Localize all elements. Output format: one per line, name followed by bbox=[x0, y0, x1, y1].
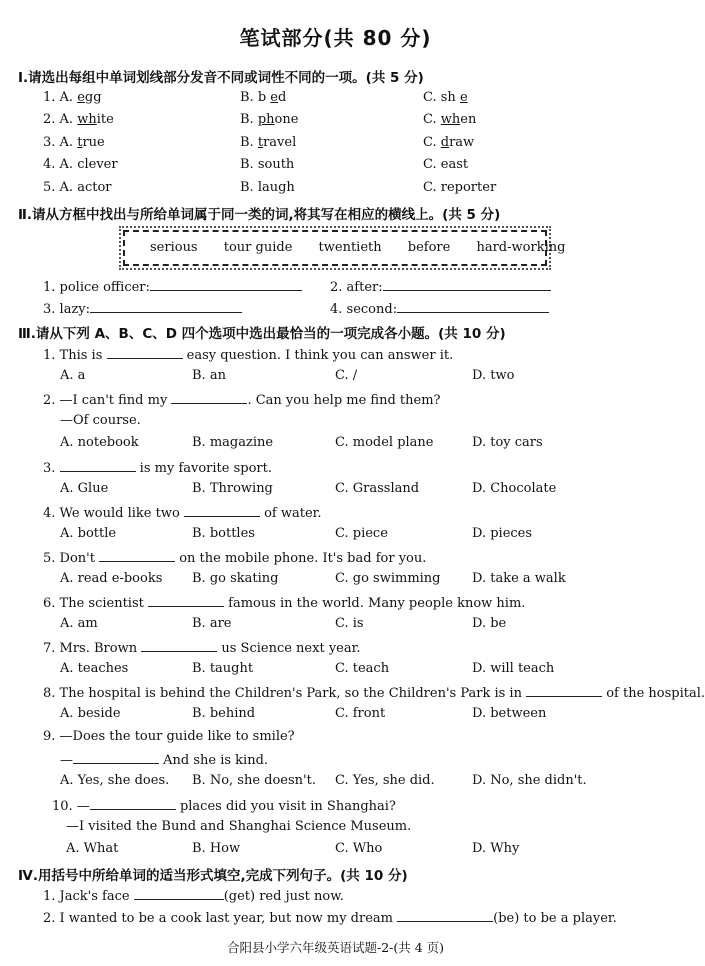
question-text: 10. — bbox=[52, 799, 90, 814]
part2-q1-label: 1. police officer: bbox=[43, 280, 150, 295]
word-rest: clever bbox=[77, 157, 118, 172]
choice-option[interactable]: B. behind bbox=[192, 706, 256, 721]
answer-blank[interactable] bbox=[141, 639, 217, 652]
question-text: 1. This is bbox=[43, 348, 107, 363]
question-text: easy question. I think you can answer it. bbox=[182, 348, 454, 363]
question-text: . Can you help me find them? bbox=[247, 393, 441, 408]
underlined-part: t bbox=[77, 135, 83, 150]
choice-option[interactable]: D. between bbox=[472, 706, 547, 721]
part3-q4-stem bbox=[43, 504, 322, 521]
word-rest: actor bbox=[77, 180, 112, 195]
word-rest: raw bbox=[449, 135, 475, 150]
choice-option[interactable]: D. take a walk bbox=[472, 571, 566, 586]
part4-q2-hint: (be) to be a player. bbox=[493, 911, 617, 926]
part1-option-b bbox=[240, 157, 294, 172]
choice-option[interactable]: C. Yes, she did. bbox=[335, 773, 435, 788]
part1-option-b bbox=[240, 180, 295, 195]
option-label: C. bbox=[423, 112, 441, 127]
part3-q2-line2 bbox=[60, 413, 141, 428]
answer-blank[interactable] bbox=[73, 751, 159, 764]
option-label: B. bbox=[240, 157, 258, 172]
choice-option[interactable]: D. pieces bbox=[472, 526, 533, 541]
option-label: B. bbox=[240, 180, 258, 195]
section-2-heading: Ⅱ.请从方框中找出与所给单词属于同一类的词,将其写在相应的横线上。(共 5 分) bbox=[18, 207, 501, 223]
choice-option[interactable]: B. magazine bbox=[192, 435, 274, 450]
question-text: —Of course. bbox=[60, 413, 141, 428]
word-box-item: twentieth bbox=[318, 240, 382, 255]
word-rest: en bbox=[460, 112, 477, 127]
choice-option[interactable]: D. Chocolate bbox=[472, 481, 557, 496]
question-text: places did you visit in Shanghai? bbox=[175, 799, 396, 814]
choice-option[interactable]: B. bottles bbox=[192, 526, 255, 541]
choice-option[interactable]: A. What bbox=[66, 841, 119, 856]
choice-option[interactable]: A. Yes, she does. bbox=[60, 773, 170, 788]
option-label: 1. A. bbox=[43, 90, 74, 105]
part1-option-c bbox=[423, 157, 468, 172]
part2-q3 bbox=[43, 300, 242, 317]
underlined-part: ph bbox=[257, 112, 275, 127]
word-rest: ite bbox=[96, 112, 114, 127]
option-label: 3. A. bbox=[43, 135, 74, 150]
choice-option[interactable]: A. notebook bbox=[60, 435, 139, 450]
part3-q10-stem bbox=[52, 797, 396, 814]
choice-option[interactable]: B. How bbox=[192, 841, 241, 856]
part2-q2-label: 2. after: bbox=[330, 280, 383, 295]
choice-option[interactable]: C. model plane bbox=[335, 435, 434, 450]
choice-option[interactable]: C. go swimming bbox=[335, 571, 441, 586]
part3-q9-line2 bbox=[60, 751, 268, 768]
option-label: B. bbox=[240, 135, 258, 150]
part1-option-c bbox=[423, 135, 474, 150]
word-rest: south bbox=[257, 157, 295, 172]
question-text: us Science next year. bbox=[217, 641, 361, 656]
part3-q10-line2 bbox=[66, 819, 411, 834]
choice-option[interactable]: D. Why bbox=[472, 841, 520, 856]
word-rest: laugh bbox=[257, 180, 295, 195]
answer-blank[interactable] bbox=[397, 909, 493, 922]
part1-option-b bbox=[240, 90, 286, 105]
option-label: C. bbox=[423, 180, 441, 195]
choice-option[interactable]: C. teach bbox=[335, 661, 390, 676]
choice-option[interactable]: A. teaches bbox=[60, 661, 129, 676]
part3-q8-stem bbox=[43, 684, 705, 701]
question-text: 5. Don't bbox=[43, 551, 100, 566]
part3-q3-stem bbox=[43, 459, 272, 476]
answer-blank[interactable] bbox=[171, 391, 247, 404]
answer-blank[interactable] bbox=[184, 504, 260, 517]
part4-q1 bbox=[43, 887, 344, 904]
part1-option-c bbox=[423, 112, 476, 127]
answer-blank[interactable] bbox=[526, 684, 602, 697]
word-box-item: serious bbox=[150, 240, 198, 255]
part1-option-c bbox=[423, 90, 468, 105]
part4-q1-text: 1. Jack's face bbox=[43, 889, 134, 904]
answer-blank[interactable] bbox=[60, 459, 136, 472]
part2-q2 bbox=[330, 278, 551, 295]
question-text: is my favorite sport. bbox=[135, 461, 272, 476]
part2-q4 bbox=[330, 300, 549, 317]
choice-option[interactable]: B. taught bbox=[192, 661, 254, 676]
option-label: C. bbox=[423, 157, 441, 172]
word-box-item: tour guide bbox=[223, 240, 293, 255]
underlined-part: wh bbox=[440, 112, 461, 127]
answer-blank[interactable] bbox=[90, 300, 242, 313]
option-label: C. sh bbox=[423, 90, 456, 105]
choice-option[interactable]: A. beside bbox=[60, 706, 121, 721]
answer-blank[interactable] bbox=[134, 887, 224, 900]
part3-q2-stem bbox=[43, 391, 441, 408]
question-text: 8. The hospital is behind the Children's Park, so the Children's Park is in bbox=[43, 686, 527, 701]
question-text: 4. We would like two bbox=[43, 506, 184, 521]
word-rest: rue bbox=[82, 135, 105, 150]
choice-option[interactable]: C. front bbox=[335, 706, 386, 721]
choice-option[interactable]: A. read e-books bbox=[60, 571, 163, 586]
part1-option-a bbox=[43, 90, 102, 105]
word-box-words bbox=[150, 240, 587, 255]
question-text: — bbox=[60, 753, 73, 768]
question-text: 9. —Does the tour guide like to smile? bbox=[43, 729, 295, 744]
choice-option[interactable]: D. will teach bbox=[472, 661, 555, 676]
word-rest: gg bbox=[84, 90, 102, 105]
answer-blank[interactable] bbox=[383, 278, 551, 291]
part1-option-a bbox=[43, 180, 112, 195]
section-3-heading: Ⅲ.请从下列 A、B、C、D 四个选项中选出最恰当的一项完成各小题。(共 10 分) bbox=[18, 326, 506, 342]
answer-blank[interactable] bbox=[150, 278, 302, 291]
part1-option-c bbox=[423, 180, 496, 195]
answer-blank[interactable] bbox=[90, 797, 176, 810]
question-text: —I visited the Bund and Shanghai Science Museum. bbox=[66, 819, 412, 834]
option-label: B. b bbox=[240, 90, 267, 105]
page-title: 笔试部分(共 80 分) bbox=[239, 26, 432, 50]
part1-option-b bbox=[240, 112, 298, 127]
part1-option-a bbox=[43, 157, 118, 172]
choice-option[interactable]: B. Throwing bbox=[192, 481, 273, 496]
section-1-heading: Ⅰ.请选出每组中单词划线部分发音不同或词性不同的一项。(共 5 分) bbox=[18, 70, 424, 86]
question-text: 7. Mrs. Brown bbox=[43, 641, 142, 656]
part3-q5-stem bbox=[43, 549, 426, 566]
part2-q3-label: 3. lazy: bbox=[43, 302, 91, 317]
choice-option[interactable]: D. two bbox=[472, 368, 515, 383]
choice-option[interactable]: A. a bbox=[60, 368, 86, 383]
part2-q4-label: 4. second: bbox=[330, 302, 398, 317]
question-text: 6. The scientist bbox=[43, 596, 148, 611]
section-4-heading: Ⅳ.用括号中所给单词的适当形式填空,完成下列句子。(共 10 分) bbox=[18, 868, 408, 884]
choice-option[interactable]: C. is bbox=[335, 616, 364, 631]
part4-q2-text: 2. I wanted to be a cook last year, but now my dream bbox=[43, 911, 398, 926]
choice-option[interactable]: C. Grassland bbox=[335, 481, 420, 496]
underlined-part: d bbox=[440, 135, 450, 150]
question-text: of water. bbox=[259, 506, 322, 521]
question-text: 2. —I can't find my bbox=[43, 393, 172, 408]
underlined-part: e bbox=[270, 90, 278, 105]
choice-option[interactable]: C. piece bbox=[335, 526, 388, 541]
part3-q1-stem bbox=[43, 346, 453, 363]
question-text: And she is kind. bbox=[159, 753, 269, 768]
part1-option-a bbox=[43, 135, 105, 150]
answer-blank[interactable] bbox=[99, 549, 175, 562]
word-box-item: hard-working bbox=[476, 240, 566, 255]
answer-blank[interactable] bbox=[107, 346, 183, 359]
question-text: of the hospital. bbox=[602, 686, 705, 701]
option-label: B. bbox=[240, 112, 258, 127]
part4-q2 bbox=[43, 909, 617, 926]
word-rest: one bbox=[274, 112, 299, 127]
choice-option[interactable]: B. go skating bbox=[192, 571, 279, 586]
choice-option[interactable]: D. toy cars bbox=[472, 435, 543, 450]
underlined-part: e bbox=[77, 90, 85, 105]
choice-option[interactable]: C. Who bbox=[335, 841, 383, 856]
answer-blank[interactable] bbox=[397, 300, 549, 313]
question-text: 3. bbox=[43, 461, 60, 476]
part3-q9-stem bbox=[43, 729, 295, 744]
choice-option[interactable]: C. / bbox=[335, 368, 358, 383]
choice-option[interactable]: B. an bbox=[192, 368, 226, 383]
word-rest: ravel bbox=[263, 135, 297, 150]
page-footer: 合阳县小学六年级英语试题-2-(共 4 页) bbox=[226, 940, 445, 955]
choice-option[interactable]: A. bottle bbox=[60, 526, 117, 541]
part1-option-b bbox=[240, 135, 296, 150]
question-text: famous in the world. Many people know him. bbox=[224, 596, 526, 611]
part3-q7-stem bbox=[43, 639, 361, 656]
word-rest: reporter bbox=[440, 180, 497, 195]
choice-option[interactable]: A. Glue bbox=[60, 481, 109, 496]
option-label: 4. A. bbox=[43, 157, 74, 172]
choice-option[interactable]: B. No, she doesn't. bbox=[192, 773, 316, 788]
word-rest: d bbox=[277, 90, 287, 105]
option-label: 2. A. bbox=[43, 112, 74, 127]
word-rest: east bbox=[440, 157, 469, 172]
part2-q1 bbox=[43, 278, 302, 295]
choice-option[interactable]: B. are bbox=[192, 616, 232, 631]
word-box-item: before bbox=[407, 240, 451, 255]
underlined-part: e bbox=[459, 90, 468, 105]
part4-q1-hint: (get) red just now. bbox=[223, 889, 344, 904]
choice-option[interactable]: D. be bbox=[472, 616, 507, 631]
choice-option[interactable]: A. am bbox=[60, 616, 98, 631]
part3-q6-stem bbox=[43, 594, 525, 611]
part1-option-a bbox=[43, 112, 114, 127]
question-text: on the mobile phone. It's bad for you. bbox=[175, 551, 427, 566]
answer-blank[interactable] bbox=[148, 594, 224, 607]
option-label: 5. A. bbox=[43, 180, 74, 195]
choice-option[interactable]: D. No, she didn't. bbox=[472, 773, 587, 788]
option-label: C. bbox=[423, 135, 441, 150]
underlined-part: wh bbox=[77, 112, 97, 127]
underlined-part: t bbox=[257, 135, 264, 150]
